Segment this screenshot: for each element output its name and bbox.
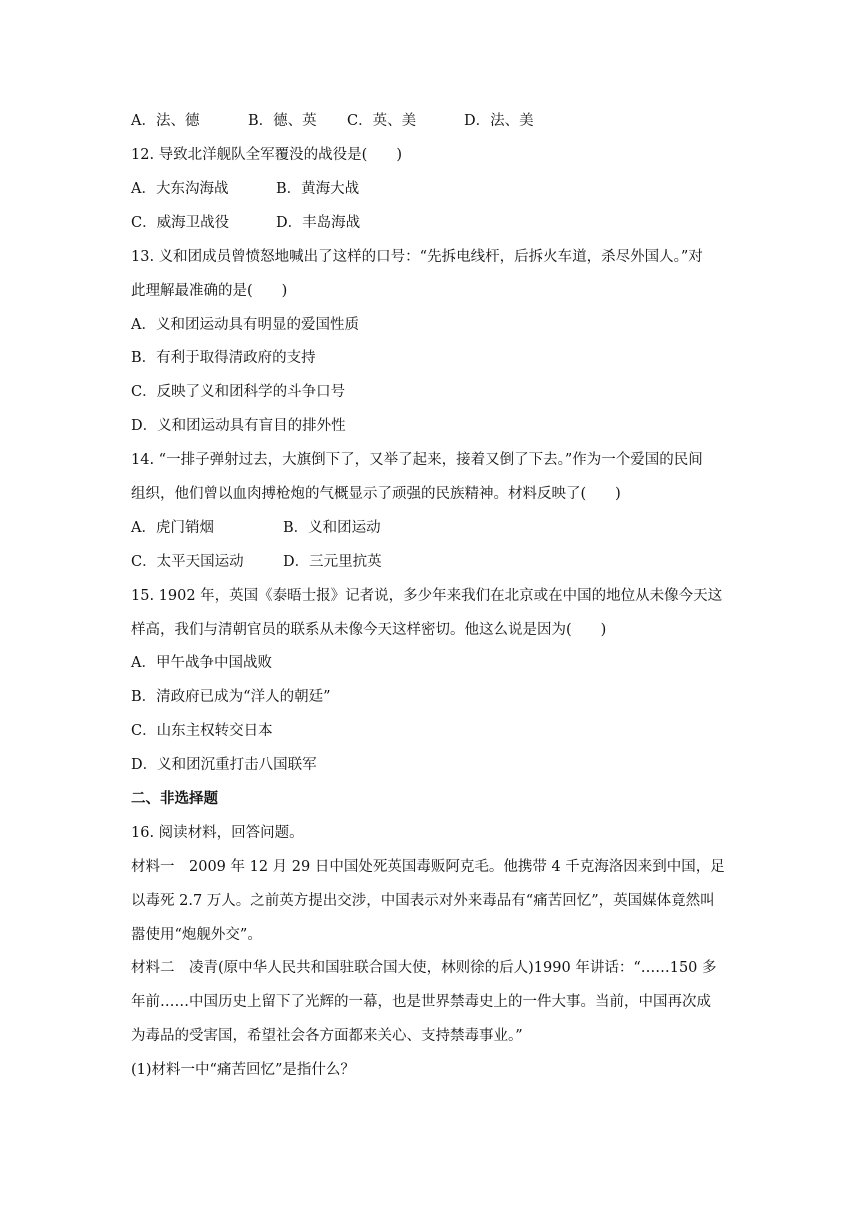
q13-stem-line2: 此理解最准确的是( ): [131, 283, 288, 299]
q14-option-a: A．虎门销烟: [131, 520, 214, 536]
q14-options-row1: [131, 518, 381, 538]
q16-stem: 16. 阅读材料，回答问题。: [131, 825, 304, 841]
q16-material2-line3: 为毒品的受害国，希望社会各方面都来关心、支持禁毒事业。”: [131, 1028, 523, 1044]
q11-option-b: B．德、英: [248, 113, 317, 129]
q13-option-b: B．有利于取得清政府的支持: [131, 350, 316, 366]
q15-option-d: D．义和团沉重打击八国联军: [131, 757, 317, 773]
q12-option-c: C．威海卫战役: [131, 215, 230, 231]
section-heading: 二、非选择题: [131, 790, 218, 807]
q16-material2-line1: 材料二 凌青(原中华人民共和国驻联合国大使，林则徐的后人)1990 年讲话：“……150 多: [131, 960, 717, 976]
q12-stem: 12. 导致北洋舰队全军覆没的战役是( ): [131, 147, 402, 163]
q14-options-row2: [131, 552, 382, 572]
q16-material1-line1: 材料一 2009 年 12 月 29 日中国处死英国毒贩阿克毛。他携带 4 千克海洛因来到中国，足: [131, 859, 725, 875]
q15-option-a: A．甲午战争中国战败: [131, 655, 272, 671]
q14-option-b: B．义和团运动: [283, 520, 381, 536]
q12-options-row1: [131, 179, 359, 199]
q16-material2-line2: 年前……中国历史上留下了光辉的一幕，也是世界禁毒史上的一件大事。当前，中国再次成: [131, 994, 711, 1010]
q15-option-c: C．山东主权转交日本: [131, 723, 273, 739]
q14-option-d: D．三元里抗英: [283, 554, 382, 570]
q13-option-a: A．义和团运动具有明显的爱国性质: [131, 317, 359, 333]
q12-option-d: D．丰岛海战: [276, 215, 361, 231]
q14-option-c: C．太平天国运动: [131, 554, 244, 570]
q13-stem-line1: 13. 义和团成员曾愤怒地喊出了这样的口号：“先拆电线杆，后拆火车道，杀尽外国人。”对: [131, 249, 703, 265]
q16-material1-line3: 嚣使用“炮舰外交”。: [131, 927, 262, 943]
q11-option-c: C．英、美: [347, 113, 417, 129]
q13-option-d: D．义和团运动具有盲目的排外性: [131, 418, 346, 434]
q12-options-row2: [131, 213, 360, 233]
q15-option-b: B．清政府已成为“洋人的朝廷”: [131, 689, 331, 705]
q16-subquestion-1: (1)材料一中“痛苦回忆”是指什么？: [131, 1062, 355, 1078]
q11-option-a: A．法、德: [131, 113, 200, 129]
q15-stem-line2: 样高，我们与清朝官员的联系从未像今天这样密切。他这么说是因为( ): [131, 622, 607, 638]
q16-material1-line2: 以毒死 2.7 万人。之前英方提出交涉，中国表示对外来毒品有“痛苦回忆”，英国媒体竟然叫: [131, 893, 715, 909]
q15-stem-line1: 15. 1902 年，英国《泰晤士报》记者说，多少年来我们在北京或在中国的地位从未像今天这: [131, 588, 723, 604]
q12-option-a: A．大东沟海战: [131, 181, 229, 197]
q11-option-d: D．法、美: [464, 113, 534, 129]
q14-stem-line1: 14. “一排子弹射过去，大旗倒下了，又举了起来，接着又倒了下去。”作为一个爱国的民间: [131, 452, 703, 468]
q11-options: [131, 111, 534, 131]
q14-stem-line2: 组织，他们曾以血肉搏枪炮的气概显示了顽强的民族精神。材料反映了( ): [131, 486, 621, 502]
q13-option-c: C．反映了义和团科学的斗争口号: [131, 384, 346, 400]
q12-option-b: B．黄海大战: [276, 181, 360, 197]
